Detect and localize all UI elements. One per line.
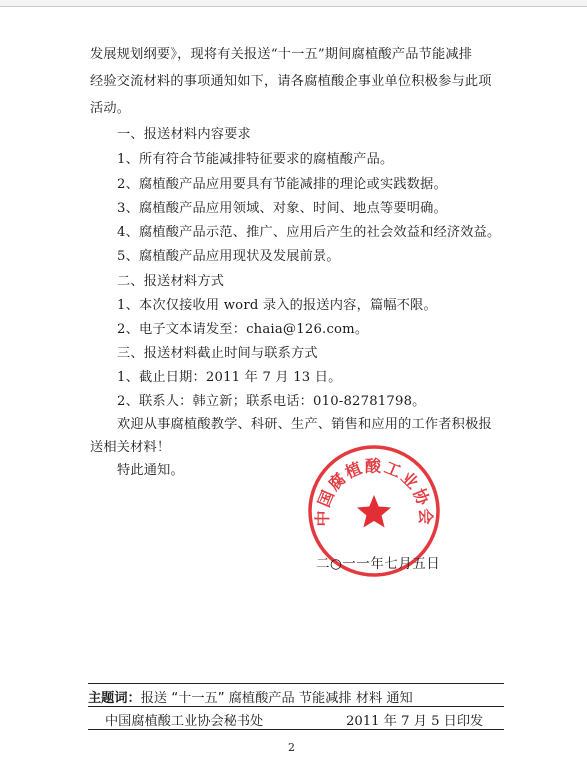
footer-top-rule [88, 683, 504, 684]
deadline-line: 1、截止日期：2011 年 7 月 13 日。 [117, 370, 342, 385]
body-line: 欢迎从事腐植酸教学、科研、生产、销售和应用的工作者积极报 [117, 417, 492, 432]
body-line: 送相关材料！ [90, 440, 171, 455]
section-heading-1: 一、报送材料内容要求 [117, 127, 251, 142]
body-line: 5、腐植酸产品应用现状及发展前景。 [117, 249, 340, 264]
section-heading-3: 三、报送材料截止时间与联系方式 [117, 346, 318, 361]
seal-text: 中国腐植酸工业协会 [312, 456, 436, 527]
signature-date: 二○一一年七月五日 [316, 556, 441, 572]
closing-line: 特此通知。 [117, 463, 184, 478]
subject-terms-text: 报送 “十一五” 腐植酸产品 节能减排 材料 通知 [140, 691, 413, 706]
subject-terms [88, 687, 413, 706]
subject-label: 主题词： [88, 691, 141, 706]
issuer-name: 中国腐植酸工业协会秘书处 [105, 714, 264, 729]
footer-bottom-rule [88, 729, 504, 730]
footer-middle-rule [88, 706, 504, 707]
body-line: 经验交流材料的事项通知如下，请各腐植酸企事业单位积极参与此项 [90, 74, 492, 89]
email-line: 2、电子文本请发至：chaia@126.com。 [117, 322, 369, 337]
body-line: 发展规划纲要》，现将有关报送“十一五”期间腐植酸产品节能减排 [90, 47, 473, 62]
contact-line: 2、联系人：韩立新；联系电话：010-82781798。 [117, 394, 426, 409]
body-line: 3、腐植酸产品应用领域、对象、时间、地点等要明确。 [117, 201, 447, 216]
issue-date: 2011 年 7 月 5 日印发 [346, 714, 484, 729]
body-line: 活动。 [90, 101, 131, 116]
body-line: 1、本次仅接收用 word 录入的报送内容，篇幅不限。 [117, 298, 437, 313]
seal-star-icon [357, 495, 391, 528]
section-heading-2: 二、报送材料方式 [117, 274, 225, 289]
page-top-edge [0, 0, 587, 7]
page-number: 2 [288, 741, 295, 754]
body-line: 1、所有符合节能减排特征要求的腐植酸产品。 [117, 152, 394, 167]
body-line: 2、腐植酸产品应用要具有节能减排的理论或实践数据。 [117, 177, 447, 192]
body-line: 4、腐植酸产品示范、推广、应用后产生的社会效益和经济效益。 [117, 225, 501, 240]
